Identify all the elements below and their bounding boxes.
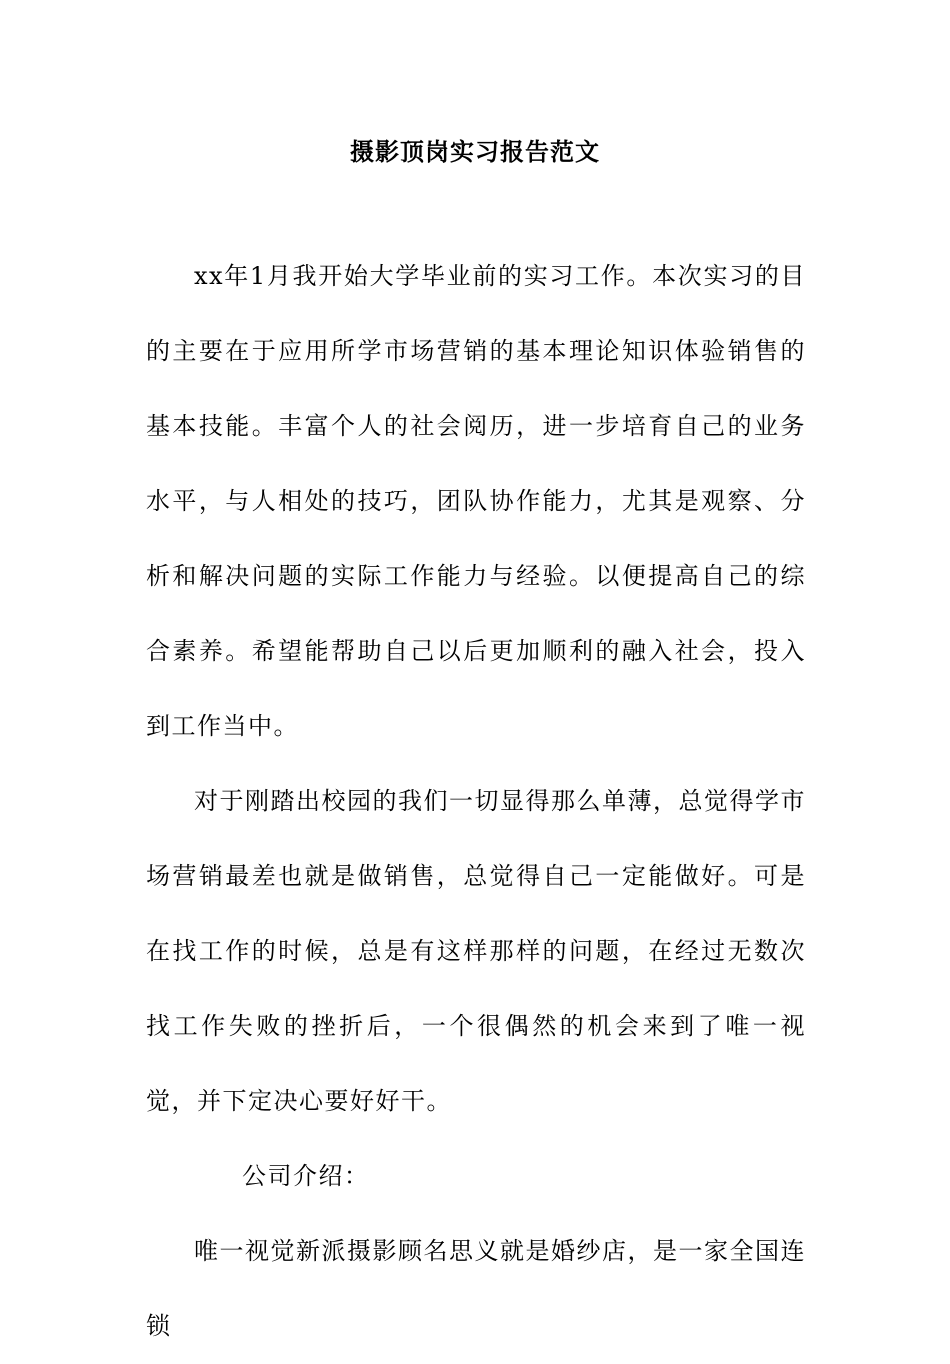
- section-heading-company-intro: 公司介绍：: [242, 1162, 370, 1190]
- paragraph-2: 对于刚踏出校园的我们一切显得那么单薄，总觉得学市场营销最差也就是做销售，总觉得自己一定能做好。可是在找工作的时候，总是有这样那样的问题，在经过无数次找工作失败的挫折后，一个很偶然的机会来到了唯一视觉，并下定决心要好好干。: [146, 787, 806, 1115]
- paragraph-3: 唯一视觉新派摄影顾名思义就是婚纱店，是一家全国连锁: [146, 1237, 806, 1340]
- paragraph-1: xx年1月我开始大学毕业前的实习工作。本次实习的目的主要在于应用所学市场营销的基本理论知识体验销售的基本技能。丰富个人的社会阅历，进一步培育自己的业务水平，与人相处的技巧，团队协作能力，尤其是观察、分析和解决问题的实际工作能力与经验。以便提高自己的综合素养。希望能帮助自己以后更加顺利的融入社会，投入到工作当中。: [146, 262, 806, 740]
- document-title: 摄影顶岗实习报告范文: [350, 137, 600, 166]
- document-body: [146, 239, 806, 1364]
